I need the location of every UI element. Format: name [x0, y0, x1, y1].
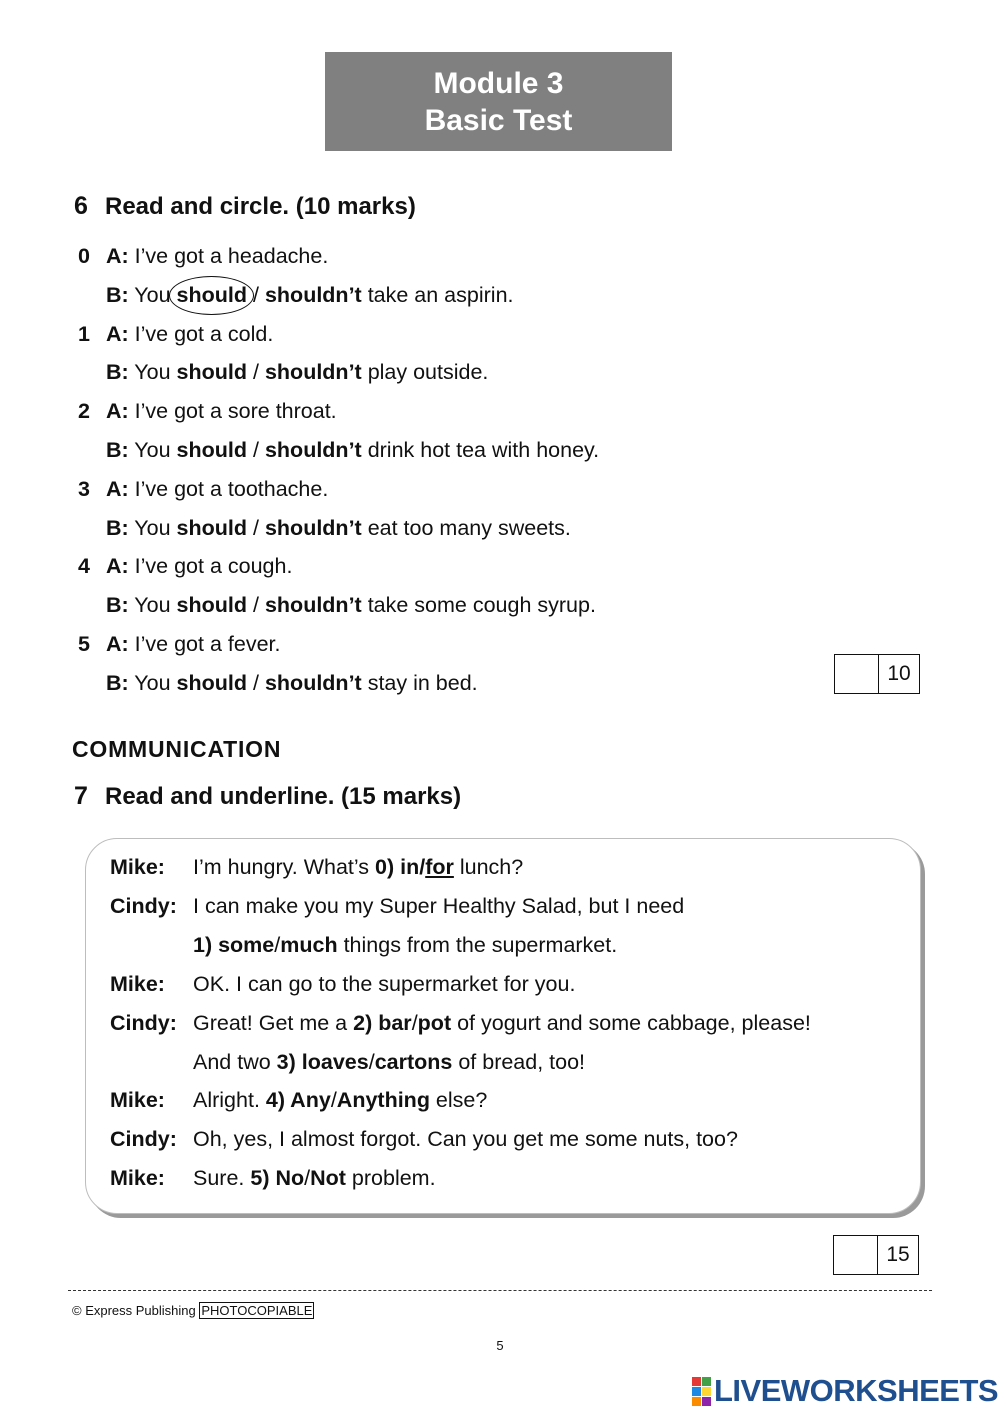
question-number: 5: [78, 632, 90, 656]
dialogue-line: [110, 894, 684, 919]
option-should[interactable]: should: [176, 282, 248, 307]
speaker-a-text: I’ve got a fever.: [134, 632, 281, 656]
score-input-cell[interactable]: [835, 655, 879, 693]
dialogue-line: [110, 972, 575, 997]
liveworksheets-watermark: [692, 1374, 998, 1408]
speaker-b-label: B:: [106, 438, 129, 462]
speaker-a-text: I’ve got a headache.: [134, 244, 329, 268]
exercise-6-title: [74, 192, 416, 221]
speaker-b-label: B:: [106, 593, 129, 618]
speaker-a-text: I’ve got a sore throat.: [134, 399, 337, 424]
option-separator: /: [253, 438, 259, 462]
dialogue-line: [110, 1050, 585, 1075]
answer-suffix: take some cough syrup.: [367, 593, 596, 618]
speaker-a-label: A:: [106, 244, 129, 268]
dialogue-line: [110, 1166, 436, 1191]
answer-option[interactable]: for: [425, 855, 454, 879]
speaker-b-label: B:: [106, 360, 129, 385]
dialogue-speaker: Mike:: [110, 855, 165, 879]
option-should[interactable]: should: [176, 515, 248, 540]
option-separator: /: [253, 282, 259, 307]
exercise-number: 6: [74, 192, 88, 220]
speaker-a-label: A:: [106, 476, 129, 501]
dialogue-text: Great! Get me a: [193, 1010, 354, 1035]
question-2-line-b: [78, 438, 599, 463]
dialogue-speaker: Mike:: [110, 971, 165, 996]
question-number: 1: [78, 321, 90, 346]
question-0-line-b: [78, 283, 514, 308]
question-5-line-b: [78, 671, 478, 696]
question-4-line-b: [78, 593, 596, 618]
answer-suffix: eat too many sweets.: [367, 515, 571, 540]
option-separator: /: [253, 515, 259, 540]
answer-option[interactable]: 2) bar: [353, 1010, 412, 1035]
exercise-instruction: Read and underline. (15 marks): [105, 783, 462, 810]
score-input-cell[interactable]: [834, 1236, 878, 1274]
speaker-a-label: A:: [106, 554, 129, 579]
dialogue-text: /: [411, 1010, 418, 1035]
photocopiable-label: PHOTOCOPIABLE: [201, 1303, 313, 1318]
answer-suffix: play outside.: [367, 360, 489, 385]
answer-option[interactable]: Not: [310, 1166, 346, 1191]
option-separator: /: [253, 360, 259, 385]
dialogue-text: problem.: [345, 1166, 436, 1191]
watermark-text: LIVEWORKSHEETS: [714, 1373, 999, 1408]
dialogue-text: And two: [193, 1049, 277, 1074]
score-box-exercise-6: [834, 654, 920, 694]
module-subtitle: Basic Test: [424, 104, 573, 137]
question-1-line-b: [78, 360, 488, 385]
dialogue-line: [110, 933, 617, 958]
answer-prefix: You: [134, 515, 171, 540]
question-4-line-a: [78, 554, 292, 579]
answer-prefix: You: [134, 438, 171, 462]
option-shouldnt[interactable]: shouldn’t: [264, 438, 362, 462]
exercise-instruction: Read and circle. (10 marks): [105, 193, 416, 220]
exercise-7-title: [74, 782, 461, 811]
option-shouldnt[interactable]: shouldn’t: [264, 282, 362, 307]
question-number: 3: [78, 476, 90, 501]
liveworksheets-logo-icon: [692, 1377, 711, 1406]
dialogue-text: of bread, too!: [452, 1049, 586, 1074]
question-1-line-a: [78, 322, 273, 347]
copyright-text: © Express Publishing: [72, 1303, 196, 1318]
dialogue-line: [110, 1088, 487, 1113]
dialogue-speaker: Cindy:: [110, 1010, 177, 1035]
question-3-line-b: [78, 516, 571, 541]
question-5-line-a: [78, 632, 280, 657]
option-shouldnt[interactable]: shouldn’t: [264, 670, 362, 695]
module-header: [325, 52, 672, 151]
dialogue-text: I’m hungry. What’s: [193, 855, 376, 879]
score-total: 15: [886, 1243, 910, 1266]
dialogue-speaker: Cindy:: [110, 1127, 177, 1152]
dialogue-text: /: [368, 1049, 375, 1074]
answer-prefix: You: [134, 360, 171, 385]
option-should[interactable]: should: [176, 593, 248, 618]
answer-prefix: You: [134, 282, 171, 307]
module-title: Module 3: [433, 67, 564, 100]
score-total: 10: [887, 662, 911, 685]
dialogue-text: /: [304, 1166, 311, 1191]
option-separator: /: [253, 593, 259, 618]
question-0-line-a: [78, 244, 328, 269]
speaker-a-text: I’ve got a toothache.: [134, 476, 329, 501]
answer-suffix: drink hot tea with honey.: [367, 438, 600, 462]
section-heading: COMMUNICATION: [72, 736, 282, 762]
answer-option[interactable]: much: [280, 932, 338, 957]
speaker-a-label: A:: [106, 632, 129, 656]
dialogue-text: Sure.: [193, 1166, 251, 1191]
answer-option[interactable]: 1) some: [193, 932, 275, 957]
answer-suffix: stay in bed.: [367, 670, 478, 695]
option-should[interactable]: should: [176, 438, 248, 462]
dialogue-text: else?: [429, 1088, 488, 1113]
answer-option[interactable]: 5) No: [250, 1166, 305, 1191]
footer-divider: [68, 1290, 932, 1291]
option-should[interactable]: should: [176, 360, 248, 385]
question-number: 2: [78, 399, 90, 424]
option-should[interactable]: should: [176, 670, 248, 695]
dialogue-text: /: [419, 855, 426, 879]
question-number: 4: [78, 554, 90, 579]
dialogue-speaker: Mike:: [110, 1088, 165, 1113]
score-box-exercise-7: [833, 1235, 919, 1275]
answer-option[interactable]: 4) Any: [265, 1088, 331, 1113]
speaker-a-label: A:: [106, 321, 129, 346]
speaker-a-label: A:: [106, 399, 129, 424]
answer-option[interactable]: cartons: [374, 1049, 453, 1074]
speaker-a-text: I’ve got a cold.: [134, 321, 274, 346]
footer: [72, 1303, 314, 1318]
dialogue-speaker: Mike:: [110, 1166, 165, 1191]
speaker-b-label: B:: [106, 515, 129, 540]
dialogue-line: [110, 855, 523, 880]
question-number: 0: [78, 244, 90, 268]
speaker-a-text: I’ve got a cough.: [134, 554, 293, 579]
exercise-number: 7: [74, 782, 88, 810]
question-2-line-a: [78, 399, 337, 424]
speaker-b-label: B:: [106, 670, 129, 695]
dialogue-text: things from the supermarket.: [337, 932, 618, 957]
answer-prefix: You: [134, 593, 171, 618]
answer-option[interactable]: 0) in: [375, 855, 420, 879]
dialogue-text: /: [330, 1088, 337, 1113]
dialogue-text: OK. I can go to the supermarket for you.: [193, 971, 576, 996]
option-shouldnt[interactable]: shouldn’t: [264, 360, 362, 385]
dialogue-text: lunch?: [453, 855, 524, 879]
dialogue-text: /: [274, 932, 281, 957]
answer-prefix: You: [134, 670, 171, 695]
dialogue-line: [110, 1011, 811, 1036]
option-separator: /: [253, 670, 259, 695]
option-shouldnt[interactable]: shouldn’t: [264, 593, 362, 618]
dialogue-text: Oh, yes, I almost forgot. Can you get me some nuts, too?: [193, 1127, 738, 1152]
option-shouldnt[interactable]: shouldn’t: [264, 515, 362, 540]
dialogue-text: I can make you my Super Healthy Salad, but I need: [193, 893, 685, 918]
speaker-b-label: B:: [106, 282, 129, 307]
answer-option[interactable]: 3) loaves: [276, 1049, 369, 1074]
answer-option[interactable]: pot: [417, 1010, 452, 1035]
page-number: 5: [496, 1338, 504, 1353]
dialogue-text: Alright.: [193, 1088, 266, 1113]
question-3-line-a: [78, 477, 328, 502]
answer-option[interactable]: Anything: [336, 1088, 430, 1113]
dialogue-text: of yogurt and some cabbage, please!: [451, 1010, 811, 1035]
answer-suffix: take an aspirin.: [367, 282, 514, 307]
dialogue-speaker: Cindy:: [110, 893, 177, 918]
dialogue-line: [110, 1127, 738, 1152]
